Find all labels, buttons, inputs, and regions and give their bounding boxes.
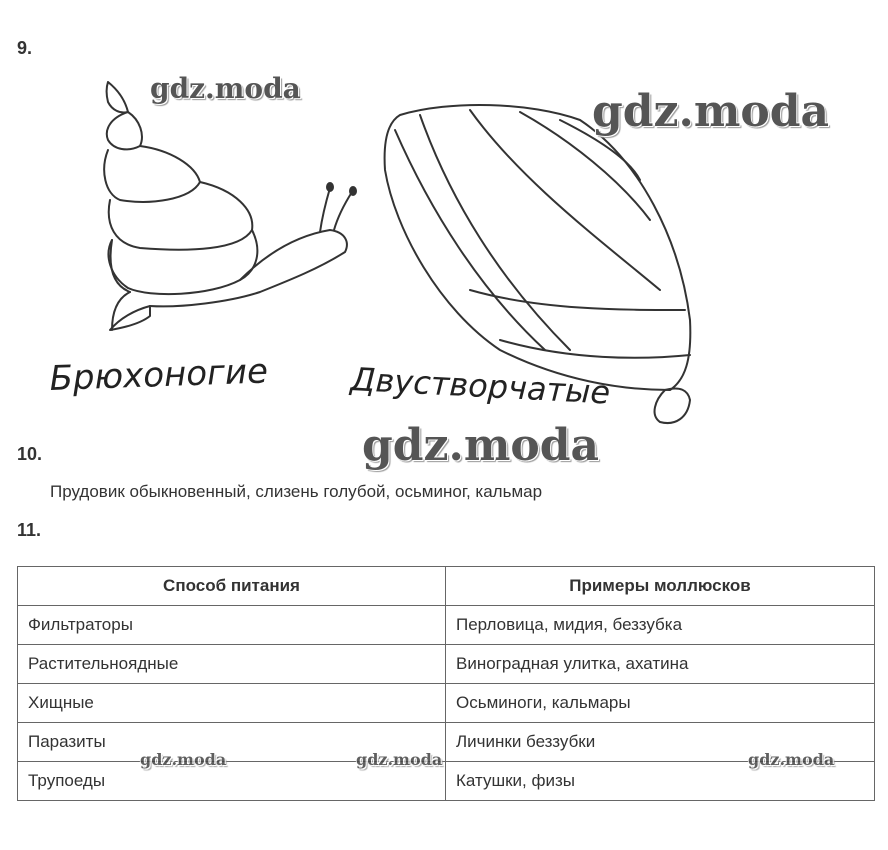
question-10-number: 10. [17,444,43,464]
table-cell: Хищные [18,684,446,723]
table-cell: Осьминоги, кальмары [446,684,875,723]
watermark: gdz.moda [592,86,830,137]
table-cell: Перловица, мидия, беззубка [446,606,875,645]
header-feeding-method: Способ питания [18,567,446,606]
table-row [18,645,875,684]
table-row [18,684,875,723]
table-cell: Фильтраторы [18,606,446,645]
header-mollusc-examples: Примеры моллюсков [446,567,875,606]
table-header-row [18,567,875,606]
watermark: gdz.moda [140,750,227,769]
table-cell: Катушки, физы [446,762,875,801]
watermark: gdz.moda [748,750,835,769]
watermark: gdz.moda [150,72,301,105]
table-cell: Личинки беззубки [446,723,875,762]
watermark: gdz.moda [362,420,600,471]
table-row [18,606,875,645]
caption-gastropods: Брюхоногие [48,351,269,399]
question-11-number: 11. [17,520,42,540]
table-cell: Трупоеды [18,762,446,801]
table-cell: Паразиты [18,723,446,762]
question-9-number: 9. [17,38,33,58]
caption-bivalves: Двустворчатые [349,360,612,412]
question-10-answer: Прудовик обыкновенный, слизень голубой, осьминог, кальмар [50,482,543,501]
watermark: gdz.moda [356,750,443,769]
table-cell: Растительноядные [18,645,446,684]
table-cell: Виноградная улитка, ахатина [446,645,875,684]
snail-illustration [104,82,356,330]
